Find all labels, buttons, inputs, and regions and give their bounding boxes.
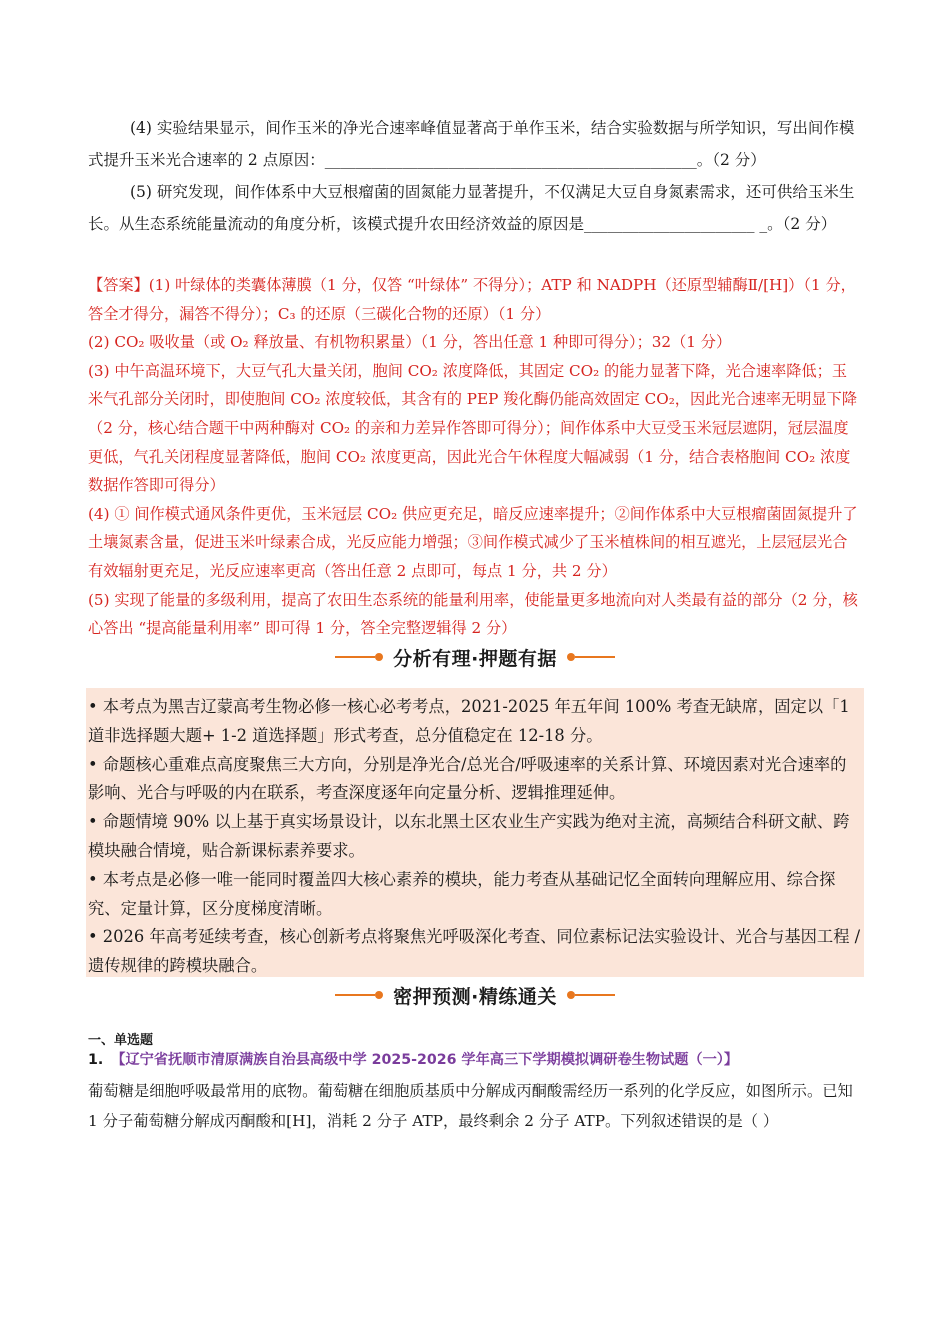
answer-3: (3) 中午高温环境下，大豆气孔大量关闭，胞间 CO₂ 浓度降低，其固定 CO₂ 的能力显著下降，光合速率降低；玉米气孔部分关闭时，即使胞间 CO₂ 浓度较低，其含有的 PEP 羧化酶仍能高效固定 CO₂，因此光合速率无明显下降（2 分，核心结合题干中两种酶对 CO₂ 的亲和力差异作答即可得分）；间作体系中大豆受玉米冠层遮阴，冠层温度更低，气孔关闭程度显著降低，胞间 CO₂ 浓度更高，因此光合午休程度大幅减弱（1 分，结合表格胞间 CO₂ 浓度数据作答即可得分） [88,361,858,495]
analysis-item: • 本考点是必修一唯一能同时覆盖四大核心素养的模块，能力考查从基础记忆全面转向理解应用、综合探究、定量计算，区分度梯度清晰。 [88,869,836,918]
q1-heading [88,1048,868,1072]
analysis-item: • 本考点为黑吉辽蒙高考生物必修一核心必考考点，2021-2025 年五年间 100% 考查无缺席，固定以「1 道非选择题大题+ 1-2 道选择题」形式考查，总分值稳定在 12-18 分。 [88,697,850,745]
analysis-box [86,688,864,977]
answer-2: (2) CO₂ 吸收量（或 O₂ 释放量、有机物积累量）（1 分，答出任意 1 种即可得分）；32（1 分） [88,333,732,352]
heading-right-decoration [567,653,615,661]
analysis-item: • 命题情境 90% 以上基于真实场景设计，以东北黑土区农业生产实践为绝对主流，高频结合科研文献、跨模块融合情境，贴合新课标素养要求。 [88,812,850,860]
q1-source: 【辽宁省抚顺市清原满族自治县高级中学 2025-2026 学年高三下学期模拟调研卷生物试题（一）】 [111,1052,739,1068]
answer-5: (5) 实现了能量的多级利用，提高了农田生态系统的能量利用率，使能量更多地流向对人类最有益的部分（2 分，核心答出 “提高能量利用率” 即可得 1 分，答全完整逻辑得 2 分） [88,590,858,638]
answer-block [88,271,860,643]
heading-left-decoration [335,991,383,999]
predict-title: 密押预测·精练通关 [393,985,557,1008]
heading-left-decoration [335,653,383,661]
answer-1 [88,271,860,328]
heading-right-decoration [567,991,615,999]
analysis-heading [0,640,950,674]
analysis-item: • 命题核心重难点高度聚焦三大方向，分别是净光合/总光合/呼吸速率的关系计算、环境因素对光合速率的影响、光合与呼吸的内在联系，考查深度逐年向定量分析、逻辑推理延伸。 [88,754,847,803]
q1-body: 葡萄糖是细胞呼吸最常用的底物。葡萄糖在细胞质基质中分解成丙酮酸需经历一系列的化学反应，如图所示。已知 1 分子葡萄糖分解成丙酮酸和[H]，消耗 2 分子 ATP，最终剩余 2 分子 ATP。下列叙述错误的是（ ） [88,1082,853,1130]
question-5: (5) 研究发现，间作体系中大豆根瘤菌的固氮能力显著提升，不仅满足大豆自身氮素需求，还可供给玉米生长。从生态系统能量流动的角度分析，该模式提升农田经济效益的原因是______________________ _。（2 分） [88,183,855,233]
answer-label: 【答案】 [88,276,149,294]
analysis-title: 分析有理·押题有据 [393,647,557,670]
answer-4: (4) ① 间作模式通风条件更优，玉米冠层 CO₂ 供应更充足，暗反应速率提升；②间作体系中大豆根瘤菌固氮提升了土壤氮素含量，促进玉米叶绿素合成，光反应能力增强；③间作模式减少了玉米植株间的相互遮光，上层冠层光合有效辐射更充足，光反应速率更高（答出任意 2 点即可，每点 1 分，共 2 分） [88,504,858,580]
question-4: (4) 实验结果显示，间作玉米的净光合速率峰值显著高于单作玉米，结合实验数据与所学知识，写出间作模式提升玉米光合速率的 2 点原因：________________________________________________。（2 分） [88,119,855,169]
section-single-choice: 一、单选题 [88,1033,154,1048]
analysis-item: • 2026 年高考延续考查，核心创新考点将聚焦光呼吸深化考查、同位素标记法实验设计、光合与基因工程 / 遗传规律的跨模块融合。 [88,927,861,976]
q1-number: 1. [88,1052,104,1068]
answer-1-text: (1) 叶绿体的类囊体薄膜（1 分，仅答 “叶绿体” 不得分）；ATP 和 NADPH（还原型辅酶Ⅱ/[H]）（1 分，答全才得分，漏答不得分）；C₃ 的还原（三碳化合物的还原）（1 分） [88,276,856,323]
predict-heading [0,978,950,1012]
